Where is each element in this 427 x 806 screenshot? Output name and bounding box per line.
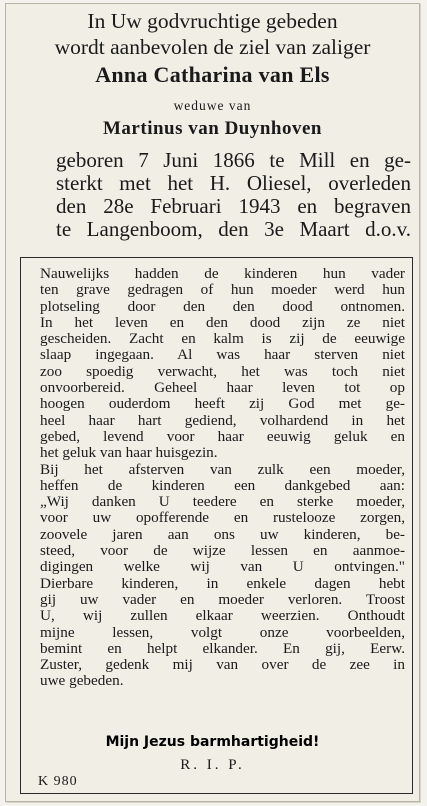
text-line: heel haar hart gediend, volhardend in het xyxy=(40,412,405,429)
text-line: ten grave gedragen of hun moeder werd hun xyxy=(40,282,405,299)
text-line: heffen de kinderen een dankgebed aan: xyxy=(40,477,405,494)
header-line-2: wordt aanbevolen de ziel van zaliger xyxy=(54,35,371,59)
memorial-text xyxy=(40,266,405,690)
text-line: Nauwelijks hadden de kinderen hun vader xyxy=(40,266,405,282)
widow-of-label: weduwe van xyxy=(173,98,252,113)
text-line: het geluk van haar huisgezin. xyxy=(40,445,218,462)
text-line: onvoorbereid. Geheel haar leven tot op xyxy=(40,380,405,397)
text-line: Bij het afsterven van zulk een moeder, xyxy=(40,461,405,478)
text-line: gescheiden. Zacht en kalm is zij de eeuwige xyxy=(40,331,405,348)
text-line: digingen welke wij van U ontvingen." xyxy=(40,559,405,576)
details-line: sterkt met het H. Oliesel, overleden xyxy=(56,171,411,195)
details-line: te Langenboom, den 3e Maart d.o.v. xyxy=(56,217,411,241)
text-line: bemint en helpt elkander. En gij, Eerw. xyxy=(40,640,405,657)
birth-death-details xyxy=(56,149,411,241)
header-line-1: In Uw godvruchtige gebeden xyxy=(87,9,338,33)
text-line: „Wij danken U teedere en sterke moeder, xyxy=(40,494,405,511)
card-code: K 980 xyxy=(38,774,78,789)
text-line: voor uw opofferende en rustelooze zorgen, xyxy=(40,510,405,527)
text-line: hoogen ouderdom heeft zij God met ge- xyxy=(40,396,405,413)
text-line: zoovele jaren aan ons uw kinderen, be- xyxy=(40,526,405,543)
text-line: mijne lessen, volgt onze voorbeelden, xyxy=(40,624,405,641)
text-line: In het leven en den dood zijn ze niet xyxy=(40,314,405,331)
text-line: Zuster, gedenk mij van over de zee in xyxy=(40,657,405,674)
text-line: zoo spoedig verwacht, het was toch niet xyxy=(40,363,405,380)
text-line: plotseling door den den dood ontnomen. xyxy=(40,298,405,315)
text-line: uwe gebeden. xyxy=(40,673,124,690)
text-line: steed, voor de wijze lessen en aanmoe- xyxy=(40,543,405,560)
memorial-card xyxy=(5,3,420,802)
text-line: gebed, levend voor haar eeuwig geluk en xyxy=(40,428,405,445)
text-line: Dierbare kinderen, in enkele dagen hebt xyxy=(40,575,405,592)
husband-name: Martinus van Duynhoven xyxy=(103,118,322,139)
details-line: geboren 7 Juni 1866 te Mill en ge- xyxy=(56,148,411,172)
text-line: U, wij zullen elkaar weerzien. Onthoudt xyxy=(40,608,405,625)
rip-label: R. I. P. xyxy=(180,757,245,773)
text-line: slaap ingegaan. Al was haar sterven niet xyxy=(40,347,405,364)
details-line: den 28e Februari 1943 en begraven xyxy=(56,194,411,218)
prayer-line: Mijn Jezus barmhartigheid! xyxy=(105,734,320,750)
deceased-name: Anna Catharina van Els xyxy=(95,62,330,87)
text-line: gij uw vader en moeder verloren. Troost xyxy=(40,591,405,608)
